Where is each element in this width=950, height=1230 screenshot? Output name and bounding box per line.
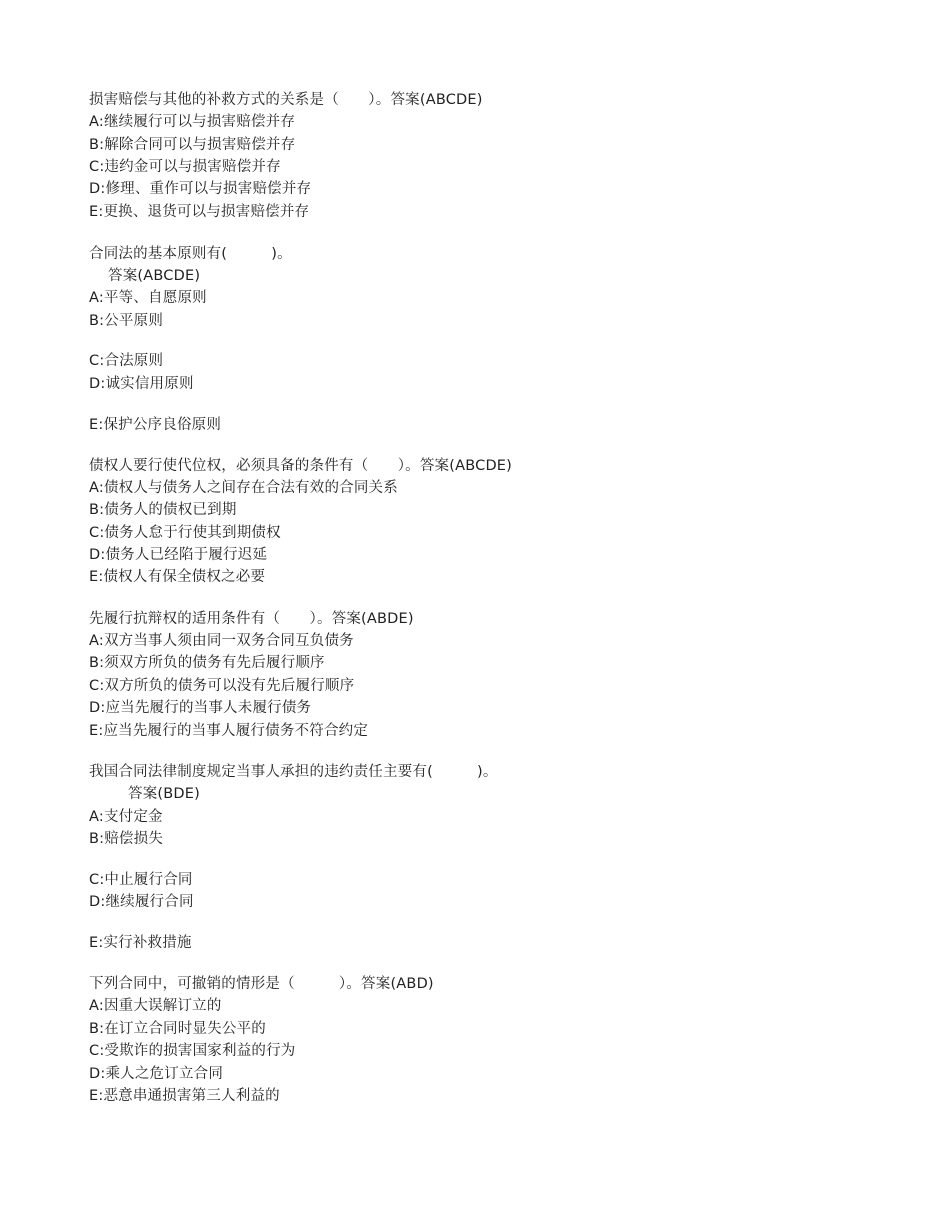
question-4-option-a: A:双方当事人须由同一双务合同互负债务 xyxy=(89,633,354,649)
question-6-option-e: E:恶意串通损害第三人利益的 xyxy=(89,1088,280,1104)
question-1-option-d: D:修理、重作可以与损害赔偿并存 xyxy=(89,181,312,197)
question-5-text: 我国合同法律制度规定当事人承担的违约责任主要有( )。 xyxy=(89,764,498,780)
question-1-option-b: B:解除合同可以与损害赔偿并存 xyxy=(89,137,296,153)
question-6-option-c: C:受欺诈的损害国家利益的行为 xyxy=(89,1043,296,1059)
question-1-option-a: A:继续履行可以与损害赔偿并存 xyxy=(89,114,296,130)
question-3-text: 债权人要行使代位权，必须具备的条件有（ ）。答案(ABCDE) xyxy=(89,458,513,474)
question-1-option-c: C:违约金可以与损害赔偿并存 xyxy=(89,159,281,175)
question-2-option-a: A:平等、自愿原则 xyxy=(89,290,207,306)
question-2-answer: 答案(ABCDE) xyxy=(108,268,201,284)
question-2-option-e: E:保护公序良俗原则 xyxy=(89,417,222,433)
question-4-text: 先履行抗辩权的适用条件有（ ）。答案(ABDE) xyxy=(89,611,414,627)
question-2-option-d: D:诚实信用原则 xyxy=(89,376,194,392)
question-6-option-b: B:在订立合同时显失公平的 xyxy=(89,1021,266,1037)
question-2-option-c: C:合法原则 xyxy=(89,353,164,369)
question-4-option-b: B:须双方所负的债务有先后履行顺序 xyxy=(89,655,325,671)
question-2-text: 合同法的基本原则有( )。 xyxy=(89,246,292,262)
question-4-option-e: E:应当先履行的当事人履行债务不符合约定 xyxy=(89,723,369,739)
question-4-option-d: D:应当先履行的当事人未履行债务 xyxy=(89,700,312,716)
question-2-option-b: B:公平原则 xyxy=(89,313,164,329)
question-3-option-b: B:债务人的债权已到期 xyxy=(89,502,237,518)
question-5-option-a: A:支付定金 xyxy=(89,809,163,825)
question-1-text: 损害赔偿与其他的补救方式的关系是（ ）。答案(ABCDE) xyxy=(89,92,483,108)
question-3-option-e: E:债权人有保全债权之必要 xyxy=(89,569,266,585)
question-5-option-d: D:继续履行合同 xyxy=(89,894,194,910)
question-5-answer: 答案(BDE) xyxy=(128,786,200,802)
question-3-option-d: D:债务人已经陷于履行迟延 xyxy=(89,547,268,563)
question-5-option-c: C:中止履行合同 xyxy=(89,872,193,888)
question-6-text: 下列合同中，可撤销的情形是（ ）。答案(ABD) xyxy=(89,976,434,992)
question-3-option-a: A:债权人与债务人之间存在合法有效的合同关系 xyxy=(89,480,398,496)
question-5-option-b: B:赔偿损失 xyxy=(89,831,164,847)
question-4-option-c: C:双方所负的债务可以没有先后履行顺序 xyxy=(89,678,355,694)
question-3-option-c: C:债务人怠于行使其到期债权 xyxy=(89,525,281,541)
question-6-option-d: D:乘人之危订立合同 xyxy=(89,1066,224,1082)
question-1-option-e: E:更换、退货可以与损害赔偿并存 xyxy=(89,204,310,220)
question-5-option-e: E:实行补救措施 xyxy=(89,935,192,951)
question-6-option-a: A:因重大误解订立的 xyxy=(89,998,222,1014)
